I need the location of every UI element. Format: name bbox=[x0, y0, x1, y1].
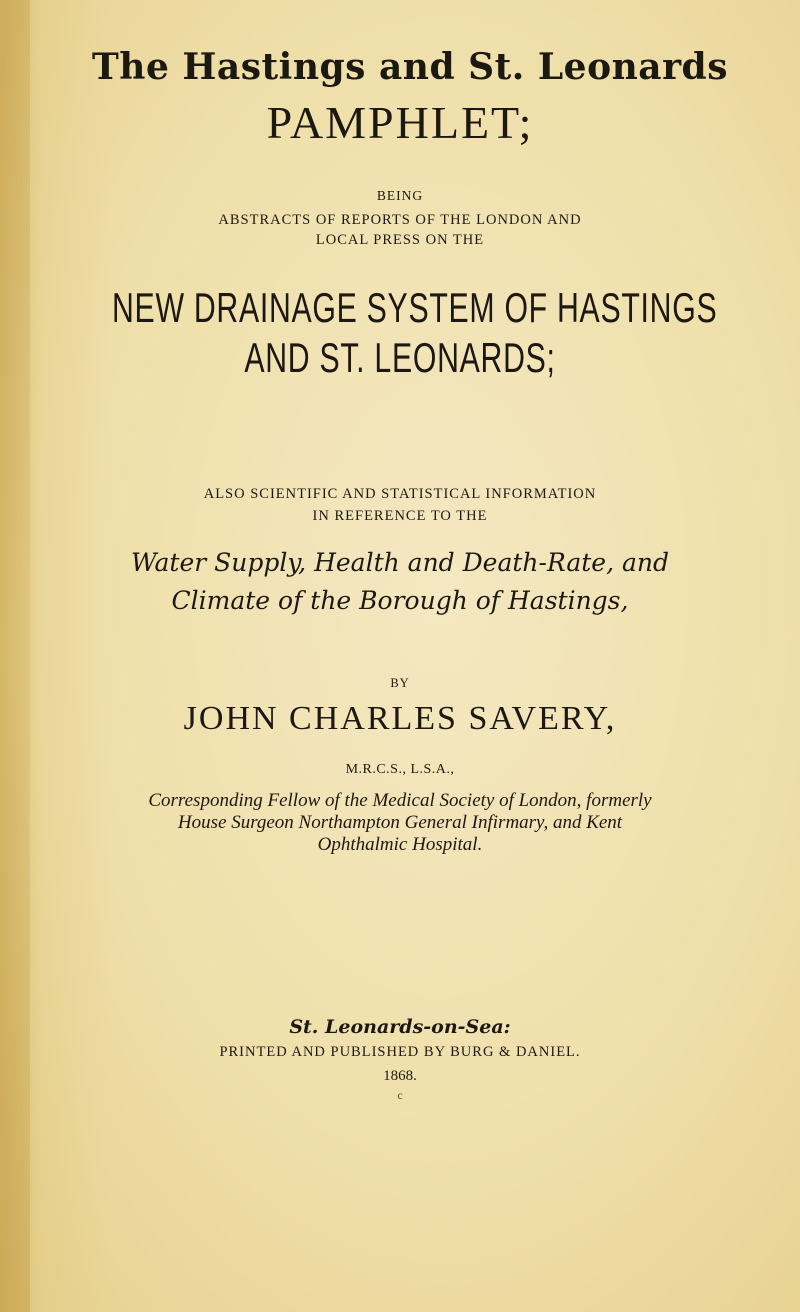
imprint-year: 1868. bbox=[383, 1068, 417, 1084]
main-title-line-2: AND ST. LEONARDS; bbox=[244, 334, 556, 381]
author-name: JOHN CHARLES SAVERY, bbox=[183, 700, 617, 737]
subject-line-2: Climate of the Borough of Hastings, bbox=[171, 586, 629, 615]
main-title-line-1: NEW DRAINAGE SYSTEM OF HASTINGS bbox=[112, 284, 718, 331]
subject-line-1: Water Supply, Health and Death-Rate, and bbox=[130, 548, 670, 577]
author-description-line-3: Ophthalmic Hospital. bbox=[317, 834, 483, 855]
author-description-line-2: House Surgeon Northampton General Infirmary, and Kent bbox=[177, 812, 623, 833]
by-label: BY bbox=[390, 676, 410, 690]
imprint-printer: PRINTED AND PUBLISHED BY BURG & DANIEL. bbox=[219, 1044, 581, 1060]
signature-mark: c bbox=[397, 1088, 403, 1102]
also-line-2: IN REFERENCE TO THE bbox=[312, 508, 488, 524]
author-degrees: M.R.C.S., L.S.A., bbox=[345, 762, 455, 777]
also-line-1: ALSO SCIENTIFIC AND STATISTICAL INFORMATION bbox=[203, 486, 597, 502]
abstracts-line-1: ABSTRACTS OF REPORTS OF THE LONDON AND bbox=[218, 212, 582, 228]
author-description-line-1: Corresponding Fellow of the Medical Society of London, formerly bbox=[148, 790, 652, 811]
abstracts-line-2: LOCAL PRESS ON THE bbox=[315, 232, 485, 248]
pamphlet-heading: PAMPHLET; bbox=[266, 97, 534, 148]
imprint-place: St. Leonards-on-Sea: bbox=[289, 1016, 511, 1038]
being-label: BEING bbox=[376, 188, 424, 203]
blackletter-title: The Hastings and St. Leonards bbox=[92, 46, 728, 88]
